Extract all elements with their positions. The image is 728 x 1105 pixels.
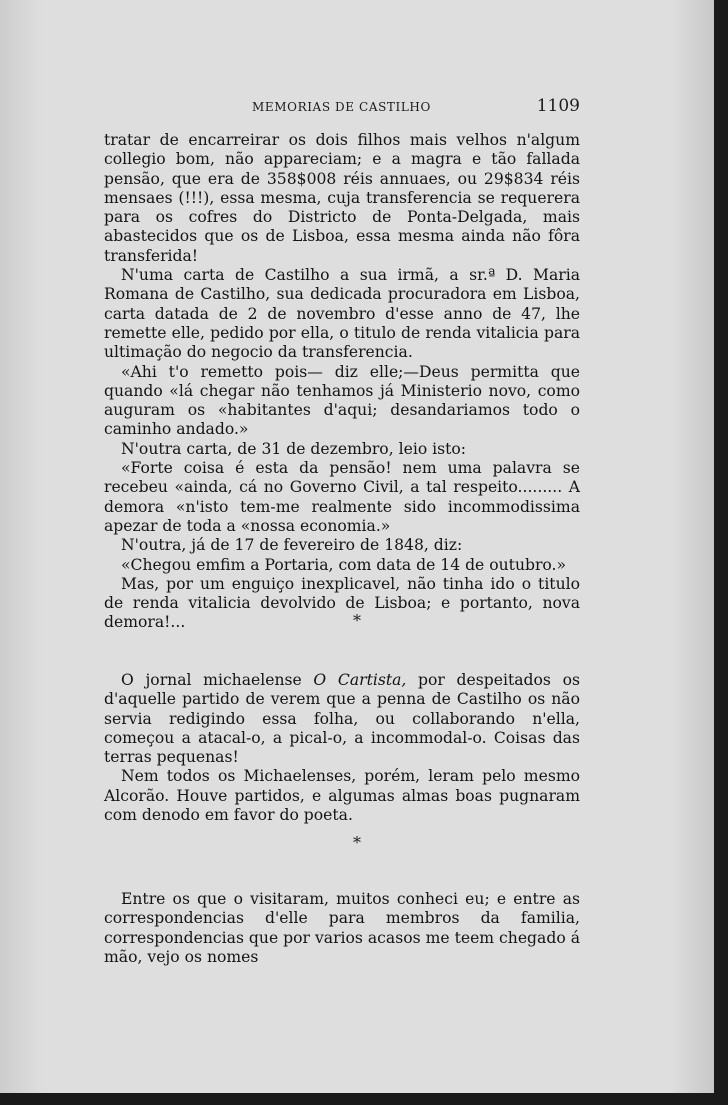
quote-paragraph: «Ahi t'o remetto pois— diz elle;—Deus permitta que quando «lá chegar não tenhamos já Ministerio novo, como auguram os «habitantes d'aqui; desandariamos todo o caminho andado.» <box>104 362 580 439</box>
text-run: por despeitados os d'aquelle partido de verem que a penna de Castilho os não servia redigindo essa folha, ou collaborando n'ella, começou a atacal-o, a pical-o, a incommodal-o. Coisas das terras pequenas! <box>104 671 580 767</box>
paragraph: N'outra, já de 17 de fevereiro de 1848, diz: <box>121 536 463 555</box>
running-title: MEMORIAS DE CASTILHO <box>252 100 431 114</box>
paragraph <box>104 671 580 767</box>
quote-paragraph: «Chegou emfim a Portaria, com data de 14 de outubro.» <box>121 555 567 574</box>
section-separator: * <box>353 833 361 852</box>
paragraph: N'uma carta de Castilho a sua irmã, a sr.ª D. Maria Romana de Castilho, sua dedicada procuradora em Lisboa, carta datada de 2 de novembro d'esse anno de 47, lhe remette elle, pedido por ella, o titulo de renda vitalicia para ultimação do negocio da transferencia. <box>104 266 580 362</box>
page-header <box>104 96 580 120</box>
quote-paragraph: «Forte coisa é esta da pensão! nem uma palavra se recebeu «ainda, cá no Governo Civil, a tal respeito......... A demora «n'isto tem-me realmente sido incommodissima apezar de toda a «nossa economia.» <box>104 459 580 535</box>
section-separator: * <box>353 611 361 630</box>
section-cartista <box>104 671 580 825</box>
paragraph: N'outra carta, de 31 de dezembro, leio isto: <box>121 439 467 458</box>
newspaper-title: O Cartista, <box>313 671 407 689</box>
section-visitors <box>104 890 580 967</box>
paragraph: tratar de encarreirar os dois filhos mais velhos n'algum collegio bom, não appareciam; e a magra e tão fallada pensão, que era de 358$008 réis annuaes, ou 29$834 réis mensaes (!!!), essa mesma, cuja transferencia se requerera para os cofres do Districto de Ponta-Delgada, mais abastecidos que os de Lisboa, essa mesma ainda não fôra transferida! <box>104 131 580 265</box>
text-run: O jornal michaelense <box>121 671 314 689</box>
page-number: 1109 <box>536 96 580 116</box>
section-pension-transfer <box>104 131 580 633</box>
paragraph: Mas, por um enguiço inexplicavel, não tinha ido o titulo de renda vitalicia devolvido de Lisboa; e portanto, nova demora!... <box>104 574 580 632</box>
paragraph: Nem todos os Michaelenses, porém, leram pelo mesmo Alcorão. Houve partidos, e algumas almas boas pugnaram com denodo em favor do poeta. <box>104 767 580 825</box>
paragraph: Entre os que o visitaram, muitos conheci eu; e entre as correspondencias d'elle para membros da familia, correspondencias que por varios acasos me teem chegado á mão, vejo os nomes <box>104 890 580 966</box>
